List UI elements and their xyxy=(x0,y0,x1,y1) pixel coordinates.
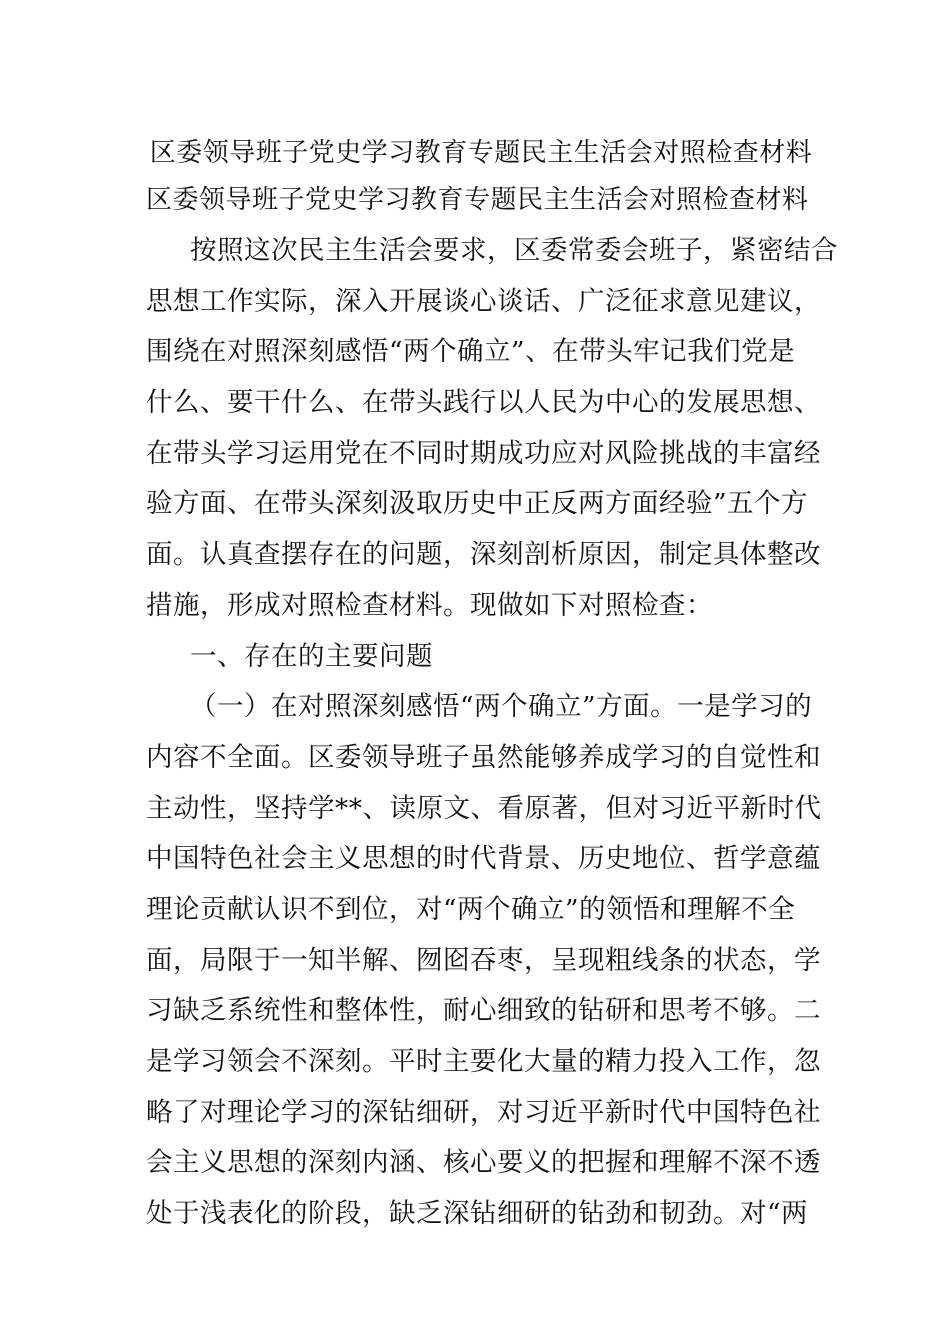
paragraph-line: 习缺乏系统性和整体性，耐心细致的钻研和思考不够。二 xyxy=(146,995,821,1027)
paragraph-line: （一）在对照深刻感悟“两个确立”方面。一是学习的 xyxy=(190,691,813,723)
paragraph-line: 处于浅表化的阶段，缺乏深钻细研的钻劲和韧劲。对“两 xyxy=(146,1198,809,1230)
document-title: 区委领导班子党史学习教育专题民主生活会对照检查材料 xyxy=(149,138,813,168)
paragraph-line: 理论贡献认识不到位，对“两个确立”的领悟和理解不全 xyxy=(146,893,796,925)
paragraph-line: 中国特色社会主义思想的时代背景、历史地位、哲学意蕴 xyxy=(146,843,821,875)
paragraph-line: 略了对理论学习的深钻细研，对习近平新时代中国特色社 xyxy=(146,1096,821,1128)
paragraph-line: 思想工作实际，深入开展谈心谈话、广泛征求意见建议， xyxy=(146,285,821,317)
section-heading: 一、存在的主要问题 xyxy=(190,640,433,672)
document-subtitle: 区委领导班子党史学习教育专题民主生活会对照检查材料 xyxy=(146,185,809,215)
paragraph-line: 围绕在对照深刻感悟“两个确立”、在带头牢记我们党是 xyxy=(146,336,796,368)
paragraph-line: 验方面、在带头深刻汲取历史中正反两方面经验”五个方 xyxy=(146,488,809,520)
paragraph-line: 内容不全面。区委领导班子虽然能够养成学习的自觉性和 xyxy=(146,741,821,773)
document-body xyxy=(146,230,838,1244)
paragraph-line: 措施，形成对照检查材料。现做如下对照检查： xyxy=(146,589,713,621)
paragraph-line: 主动性，坚持学**、读原文、看原著，但对习近平新时代 xyxy=(146,792,822,824)
paragraph-line: 是学习领会不深刻。平时主要化大量的精力投入工作，忽 xyxy=(146,1046,821,1077)
paragraph-line: 按照这次民主生活会要求，区委常委会班子，紧密结合 xyxy=(190,235,838,266)
paragraph-line: 会主义思想的深刻内涵、核心要义的把握和理解不深不透 xyxy=(146,1147,821,1179)
paragraph-line: 什么、要干什么、在带头践行以人民为中心的发展思想、 xyxy=(146,387,821,419)
paragraph-line: 面，局限于一知半解、囫囵吞枣，呈现粗线条的状态，学 xyxy=(146,944,821,976)
paragraph-line: 在带头学习运用党在不同时期成功应对风险挑战的丰富经 xyxy=(146,437,821,469)
paragraph-line: 面。认真查摆存在的问题，深刻剖析原因，制定具体整改 xyxy=(146,539,821,571)
